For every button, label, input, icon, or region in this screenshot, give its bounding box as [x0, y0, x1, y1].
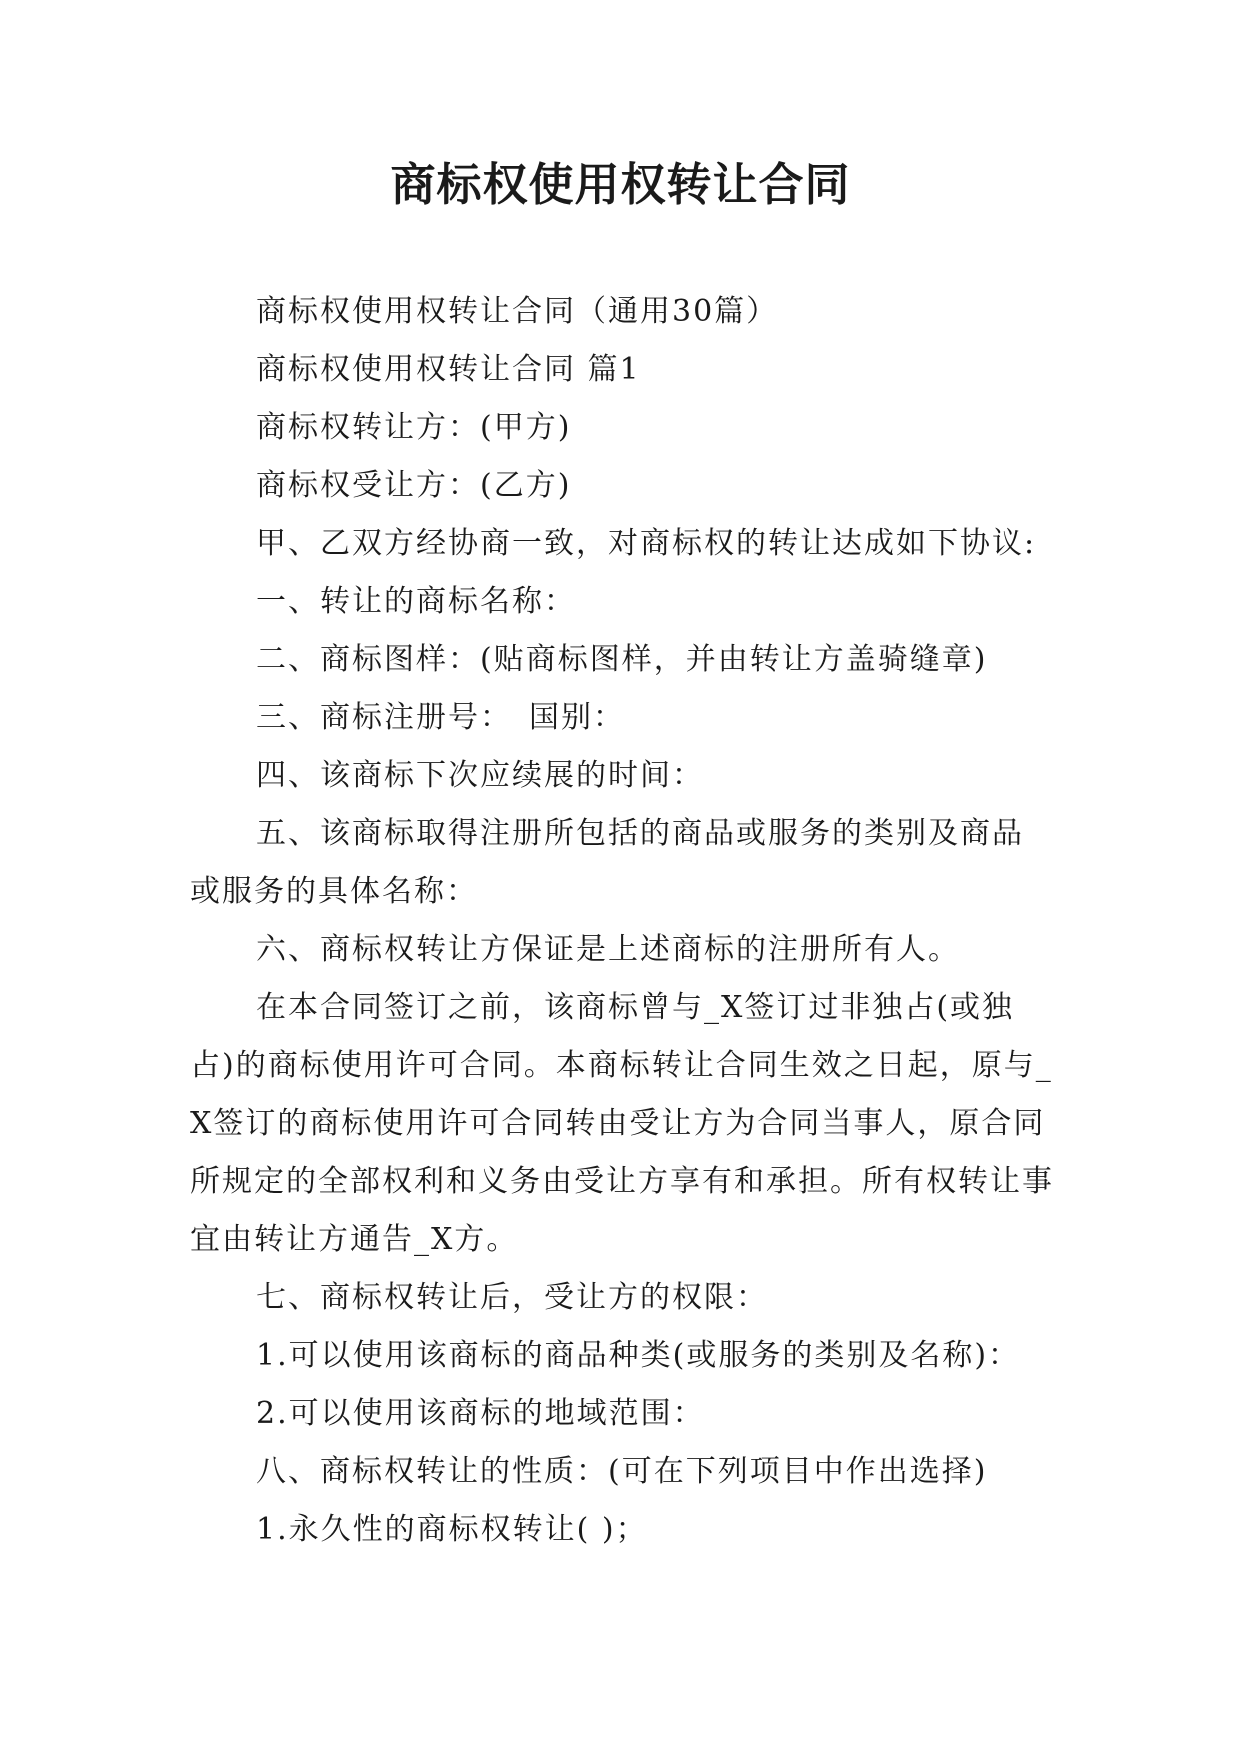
party-b-line: 商标权受让方：(乙方): [256, 468, 572, 503]
section-heading: 商标权使用权转让合同 篇1: [256, 352, 641, 387]
clause-8-item-1: 1.永久性的商标权转让( )；: [256, 1512, 648, 1547]
clause-7-item-1: 1.可以使用该商标的商品种类(或服务的类别及名称)：: [256, 1338, 1021, 1373]
clause-6: 六、商标权转让方保证是上述商标的注册所有人。: [256, 932, 960, 967]
clause-7: 七、商标权转让后，受让方的权限：: [256, 1280, 768, 1315]
document-body: [190, 283, 1055, 1559]
clause-2: 二、商标图样：(贴商标图样，并由转让方盖骑缝章): [256, 642, 988, 677]
party-a-line: 商标权转让方：(甲方): [256, 410, 572, 445]
subtitle-line: 商标权使用权转让合同（通用30篇）: [256, 294, 779, 329]
clause-1: 一、转让的商标名称：: [256, 584, 576, 619]
clause-7-item-2: 2.可以使用该商标的地域范围：: [256, 1396, 705, 1431]
clause-3: 三、商标注册号： 国别：: [256, 700, 625, 735]
clause-4: 四、该商标下次应续展的时间：: [256, 758, 704, 793]
clause-8: 八、商标权转让的性质：(可在下列项目中作出选择): [256, 1454, 988, 1489]
clause-5: 五、该商标取得注册所包括的商品或服务的类别及商品或服务的具体名称：: [190, 816, 1024, 909]
agreement-intro: 甲、乙双方经协商一致，对商标权的转让达成如下协议:: [256, 526, 1037, 561]
prior-license-paragraph: 在本合同签订之前，该商标曾与_X签订过非独占(或独占)的商标使用许可合同。本商标转让合同生效之日起，原与_X签订的商标使用许可合同转由受让方为合同当事人，原合同所规定的全部权利和义务由受让方享有和承担。所有权转让事宜由转让方通告_X方。: [190, 990, 1054, 1257]
document-title: 商标权使用权转让合同: [390, 158, 851, 211]
